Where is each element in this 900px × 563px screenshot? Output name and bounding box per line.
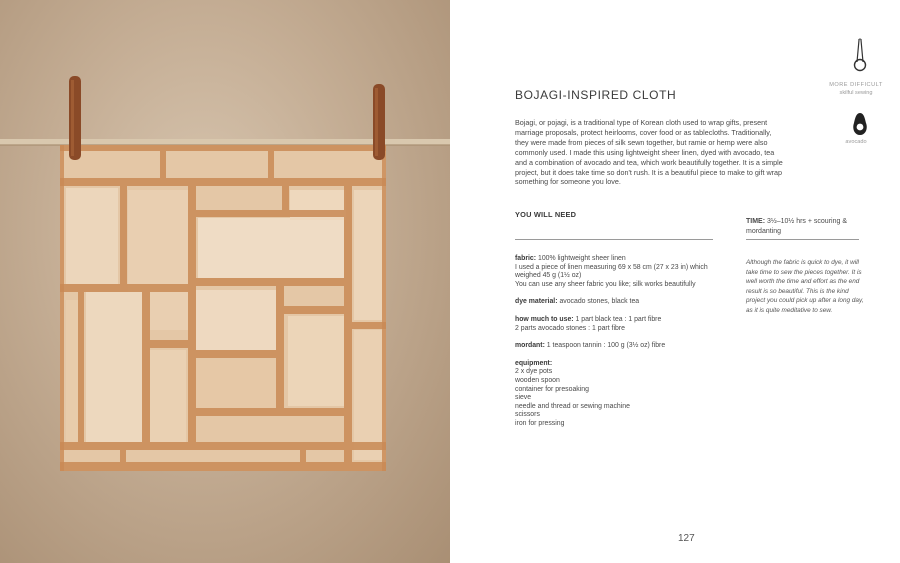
mordant-label: mordant: (515, 342, 545, 350)
dye-material-value: avocado stones, black tea (559, 298, 640, 306)
mordant-block (515, 342, 735, 351)
left-peg (69, 76, 81, 160)
bojagi-cloth (60, 145, 386, 471)
avocado-icon (851, 112, 869, 136)
dye-label: avocado (845, 139, 867, 145)
equipment-block (515, 360, 735, 429)
dye-material-block (515, 298, 735, 307)
equipment-item: 2 x dye pots (515, 368, 553, 376)
fabric-line: You can use any sheer fabric you like; silk works beautifully (515, 280, 696, 288)
intro-paragraph: Bojagi, or pojagi, is a traditional type of Korean cloth used to wrap gifts, present marriage proposals, protect heirlooms, cover food or as tablecloths. Traditionally, they were made from pieces of silk sewn together, but ramie or hemp were also commonly used. I made this using lightweight sheer linen, dyed with avocado, tea and a combination of avocado and tea, which work beautifully together. It is a simple project, but it does take time so don't rush. It is a beautiful piece to make to gift wrap something for someone you love. (515, 118, 783, 187)
equipment-item: scissors (515, 411, 540, 419)
divider-rule (515, 239, 713, 240)
time-label: TIME: (746, 218, 766, 225)
fabric-value: 100% lightweight sheer linen (537, 255, 626, 262)
how-much-line: 2 parts avocado stones : 1 part fibre (515, 324, 625, 332)
project-title: BOJAGI-INSPIRED CLOTH (515, 88, 677, 102)
you-will-need-heading: YOU WILL NEED (515, 210, 577, 219)
page-number: 127 (678, 533, 695, 544)
equipment-item: iron for pressing (515, 419, 565, 427)
how-much-label: how much to use: (515, 315, 574, 323)
time-divider-rule (746, 239, 859, 240)
right-peg (373, 84, 385, 160)
recipe-page (450, 0, 900, 563)
time-value: 3½–10½ hrs + scouring & mordanting (746, 218, 847, 235)
equipment-item: needle and thread or sewing machine (515, 402, 630, 410)
sewing-note: Although the fabric is quick to dye, it will take time to sew the pieces together. It is well worth the time and effort as the end result is so beautiful. This is the kind project you could pick up after a long day, as it is quite meditative to sew. (746, 259, 864, 314)
difficulty-label: MORE DIFFICULT (829, 82, 883, 88)
fabric-line: I used a piece of linen measuring 69 x 58 cm (27 x 23 in) which (515, 263, 708, 271)
mordant-value: 1 teaspoon tannin : 100 g (3½ oz) fibre (546, 342, 666, 350)
how-much-value: 1 part black tea : 1 part fibre (575, 315, 662, 323)
difficulty-sub: skilful sewing (839, 90, 873, 96)
equipment-item: container for presoaking (515, 385, 589, 393)
fabric-line: weighed 45 g (1½ oz) (515, 272, 582, 280)
equipment-item: wooden spoon (515, 376, 560, 384)
equipment-item: sieve (515, 394, 532, 402)
fabric-label: fabric: (515, 255, 537, 262)
requirements-list (515, 255, 735, 438)
time-info (746, 217, 866, 236)
scissors-icon (852, 38, 868, 72)
fabric-block (515, 255, 735, 289)
dye-material-label: dye material: (515, 298, 558, 306)
equipment-label: equipment: (515, 359, 553, 367)
how-much-block (515, 316, 735, 333)
